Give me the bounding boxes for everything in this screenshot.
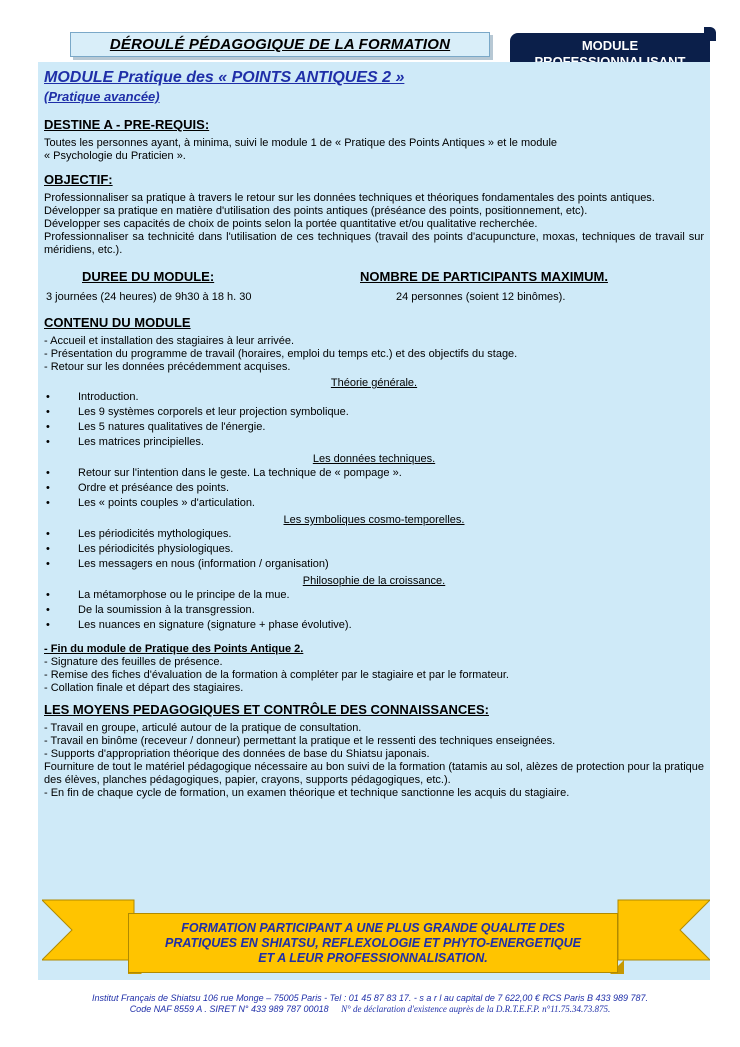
contenu-intro-1: - Accueil et installation des stagiaires à leur arrivée. [44, 335, 295, 347]
footer-line-1: Institut Français de Shiatsu 106 rue Monge – 75005 Paris - Tel : 01 45 87 83 17. - s a r l au capital de 7 622,00 € RCS Paris B 433 989 787. [91, 993, 648, 1003]
list-item: • La métamorphose ou le principe de la mue. [46, 589, 290, 601]
main-content [44, 68, 704, 800]
list-item: • Les 9 systèmes corporels et leur projection symbolique. [46, 406, 349, 418]
duree-participants-row [44, 269, 704, 304]
list-item: • Les matrices principielles. [46, 436, 204, 448]
page-title-box [70, 32, 490, 57]
fin-line-3: - Collation finale et départ des stagiaires. [44, 682, 244, 694]
bullet-icon: • [46, 391, 50, 403]
list-item: • De la soumission à la transgression. [46, 604, 255, 616]
contenu-intro-2: - Présentation du programme de travail (horaires, emploi du temps etc.) et des objectifs du stage. [44, 348, 518, 360]
module-tag-line1: MODULE [581, 38, 639, 53]
objectif-heading: OBJECTIF: [44, 172, 113, 187]
footer-line-2b: N° de déclaration d'existence auprès de la D.R.T.E.F.P. n°11.75.34.73.875. [341, 1004, 611, 1014]
fin-line-2: - Remise des fiches d'évaluation de la formation à compléter par le stagiaire et par le formateur. [44, 669, 509, 681]
bullet-icon: • [46, 497, 50, 509]
ribbon-banner [128, 913, 618, 973]
list-item: • Les périodicités physiologiques. [46, 543, 234, 555]
moyens-line-2: - Travail en binôme (receveur / donneur) permettant la pratique et le ressenti des techniques enseignées. [44, 735, 556, 747]
destine-heading: DESTINE A - PRE-REQUIS: [44, 117, 210, 132]
duree-value: 3 journées (24 heures) de 9h30 à 18 h. 30 [46, 291, 252, 303]
scroll-curl-icon [704, 27, 716, 41]
moyens-line-1: - Travail en groupe, articulé autour de la pratique de consultation. [44, 722, 362, 734]
destine-line-2: « Psychologie du Praticien ». [44, 150, 186, 162]
section-philosophie-title: Philosophie de la croissance. [302, 575, 446, 587]
ribbon-line-1: FORMATION PARTICIPANT A UNE PLUS GRANDE QUALITE DES [181, 920, 565, 935]
section-theorie-title: Théorie générale. [330, 377, 418, 389]
section-donnees-title: Les données techniques. [312, 453, 436, 465]
fin-line-1: - Signature des feuilles de présence. [44, 656, 223, 668]
footer-line-2a: Code NAF 8559 A . SIRET N° 433 989 787 00018 [129, 1004, 329, 1014]
bullet-icon: • [46, 604, 50, 616]
bullet-icon: • [46, 421, 50, 433]
bullet-icon: • [46, 467, 50, 479]
bullet-icon: • [46, 543, 50, 555]
participants-value: 24 personnes (soient 12 binômes). [396, 291, 566, 303]
contenu-heading: CONTENU DU MODULE [44, 315, 191, 330]
list-item: • Les messagers en nous (information / organisation) [46, 558, 329, 570]
footer [0, 993, 740, 1015]
bullet-icon: • [46, 482, 50, 494]
moyens-heading: LES MOYENS PEDAGOGIQUES ET CONTRÔLE DES CONNAISSANCES: [44, 702, 489, 717]
module-subtitle: (Pratique avancée) [44, 89, 160, 104]
objectif-paragraph-3: Développer ses capacités de choix de points selon la portée quantitative et/ou qualitative recherchée. [44, 218, 538, 230]
bullet-icon: • [46, 406, 50, 418]
fin-heading: - Fin du module de Pratique des Points Antique 2. [44, 643, 304, 655]
list-item: • Les nuances en signature (signature + phase évolutive). [46, 619, 352, 631]
page-title: DÉROULÉ PÉDAGOGIQUE DE LA FORMATION [109, 36, 451, 53]
module-title: MODULE Pratique des « POINTS ANTIQUES 2 » [44, 69, 405, 86]
contenu-intro-3: - Retour sur les données précédemment acquises. [44, 361, 291, 373]
duree-heading: DUREE DU MODULE: [82, 269, 215, 284]
list-item: • Introduction. [46, 391, 139, 403]
list-item: • Les 5 natures qualitatives de l'énergie. [46, 421, 266, 433]
destine-line-1: Toutes les personnes ayant, à minima, suivi le module 1 de « Pratique des Points Antiques » et le module [44, 137, 558, 149]
list-item: • Les périodicités mythologiques. [46, 528, 232, 540]
ribbon-line-3: ET A LEUR PROFESSIONNALISATION. [258, 950, 488, 965]
objectif-paragraph-2: Développer sa pratique en matière d'utilisation des points antiques (préséance des points, positionnement, etc). [44, 205, 588, 217]
participants-heading: NOMBRE DE PARTICIPANTS MAXIMUM. [360, 269, 608, 284]
bullet-icon: • [46, 589, 50, 601]
bullet-icon: • [46, 558, 50, 570]
moyens-line-4: Fourniture de tout le matériel pédagogique nécessaire au bon suivi de la formation (tatamis au sol, alèzes de protection pour la pratique des élèves, planches pédagogiques, papier, crayons, supports pédagogiques, etc.). [44, 761, 704, 786]
list-item: • Les « points couples » d'articulation. [46, 497, 255, 509]
bullet-icon: • [46, 619, 50, 631]
moyens-line-5: - En fin de chaque cycle de formation, un examen théorique et technique sanctionne les acquis du stagiaire. [44, 787, 570, 799]
list-item: • Retour sur l'intention dans le geste. La technique de « pompage ». [46, 467, 402, 479]
ribbon-line-2: PRATIQUES EN SHIATSU, REFLEXOLOGIE ET PHYTO-ENERGETIQUE [164, 935, 581, 950]
moyens-line-3: - Supports d'appropriation théorique des données de base du Shiatsu japonais. [44, 748, 430, 760]
list-item: • Ordre et préséance des points. [46, 482, 230, 494]
bullet-icon: • [46, 528, 50, 540]
objectif-paragraph-4: Professionnaliser sa technicité dans l'utilisation de ces techniques (travail des points d'acupuncture, moxas, techniques de travail sur méridiens, etc.). [44, 231, 704, 256]
objectif-paragraph-1: Professionnaliser sa pratique à travers le retour sur les données techniques et théoriques fondamentales des points antiques. [44, 192, 655, 204]
bullet-icon: • [46, 436, 50, 448]
section-symboliques-title: Les symboliques cosmo-temporelles. [283, 514, 465, 526]
